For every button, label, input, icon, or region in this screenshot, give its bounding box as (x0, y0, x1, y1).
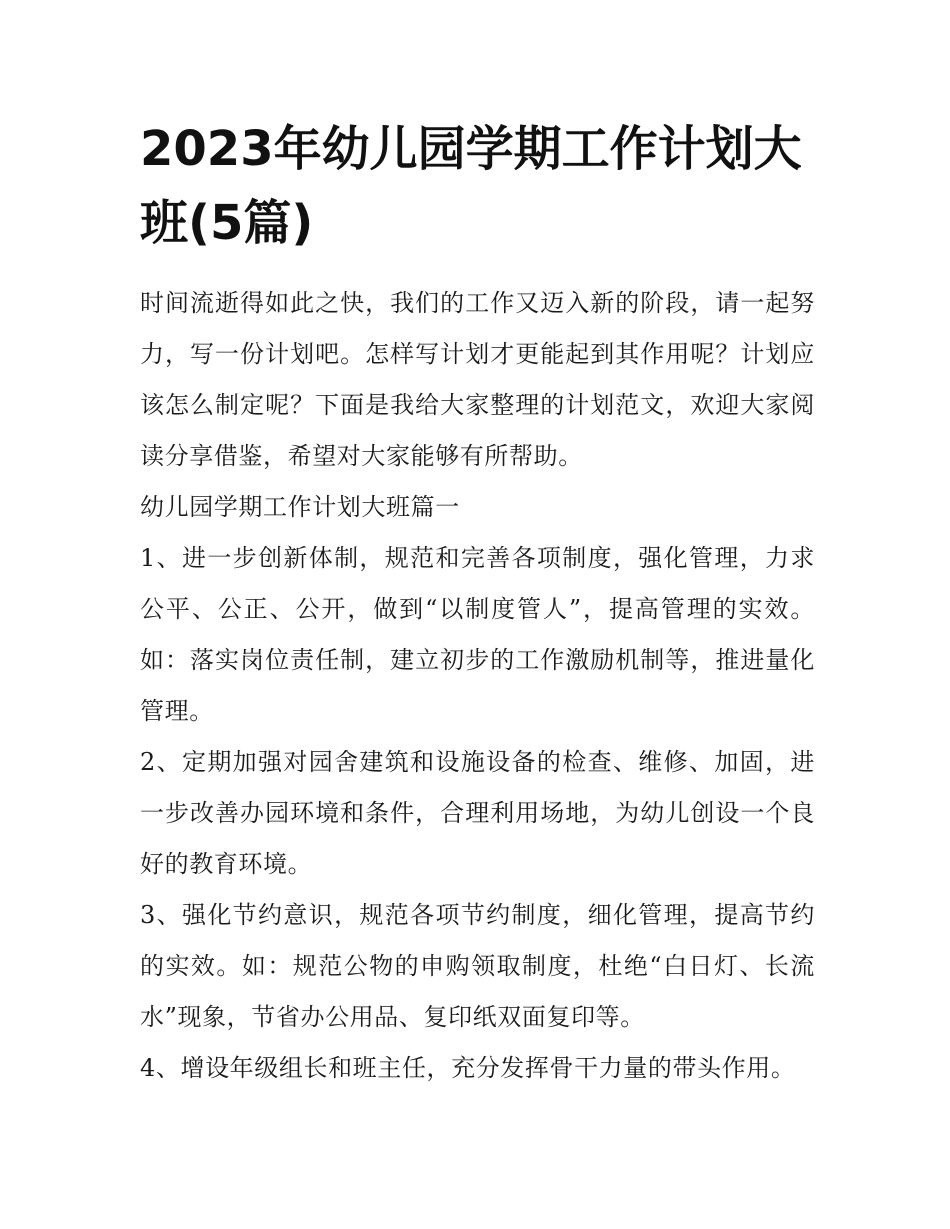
intro-paragraph: 时间流逝得如此之快，我们的工作又迈入新的阶段，请一起努力，写一份计划吧。怎样写计划才更能起到其作用呢？计划应该怎么制定呢？下面是我给大家整理的计划范文，欢迎大家阅读分享借鉴，希望对大家能够有所帮助。 (140, 289, 815, 470)
list-item-3: 3、强化节约意识，规范各项节约制度，细化管理，提高节约的实效。如：规范公物的申购领取制度，杜绝“白日灯、长流水”现象，节省办公用品、复印纸双面复印等。 (140, 901, 815, 1031)
document-title: 2023年幼儿园学期工作计划大班(5篇) (140, 121, 802, 251)
list-item-2: 2、定期加强对园舍建筑和设施设备的检查、维修、加固，进一步改善办园环境和条件，合理利用场地，为幼儿创设一个良好的教育环境。 (140, 748, 815, 878)
document-body (140, 278, 815, 1094)
section-heading: 幼儿园学期工作计划大班篇一 (140, 493, 460, 521)
list-item-4: 4、增设年级组长和班主任，充分发挥骨干力量的带头作用。 (140, 1054, 796, 1082)
list-item-1: 1、进一步创新体制，规范和完善各项制度，强化管理，力求公平、公正、公开，做到“以制度管人”，提高管理的实效。如：落实岗位责任制，建立初步的工作激励机制等，推进量化管理。 (140, 544, 815, 725)
document-page (140, 112, 815, 1094)
